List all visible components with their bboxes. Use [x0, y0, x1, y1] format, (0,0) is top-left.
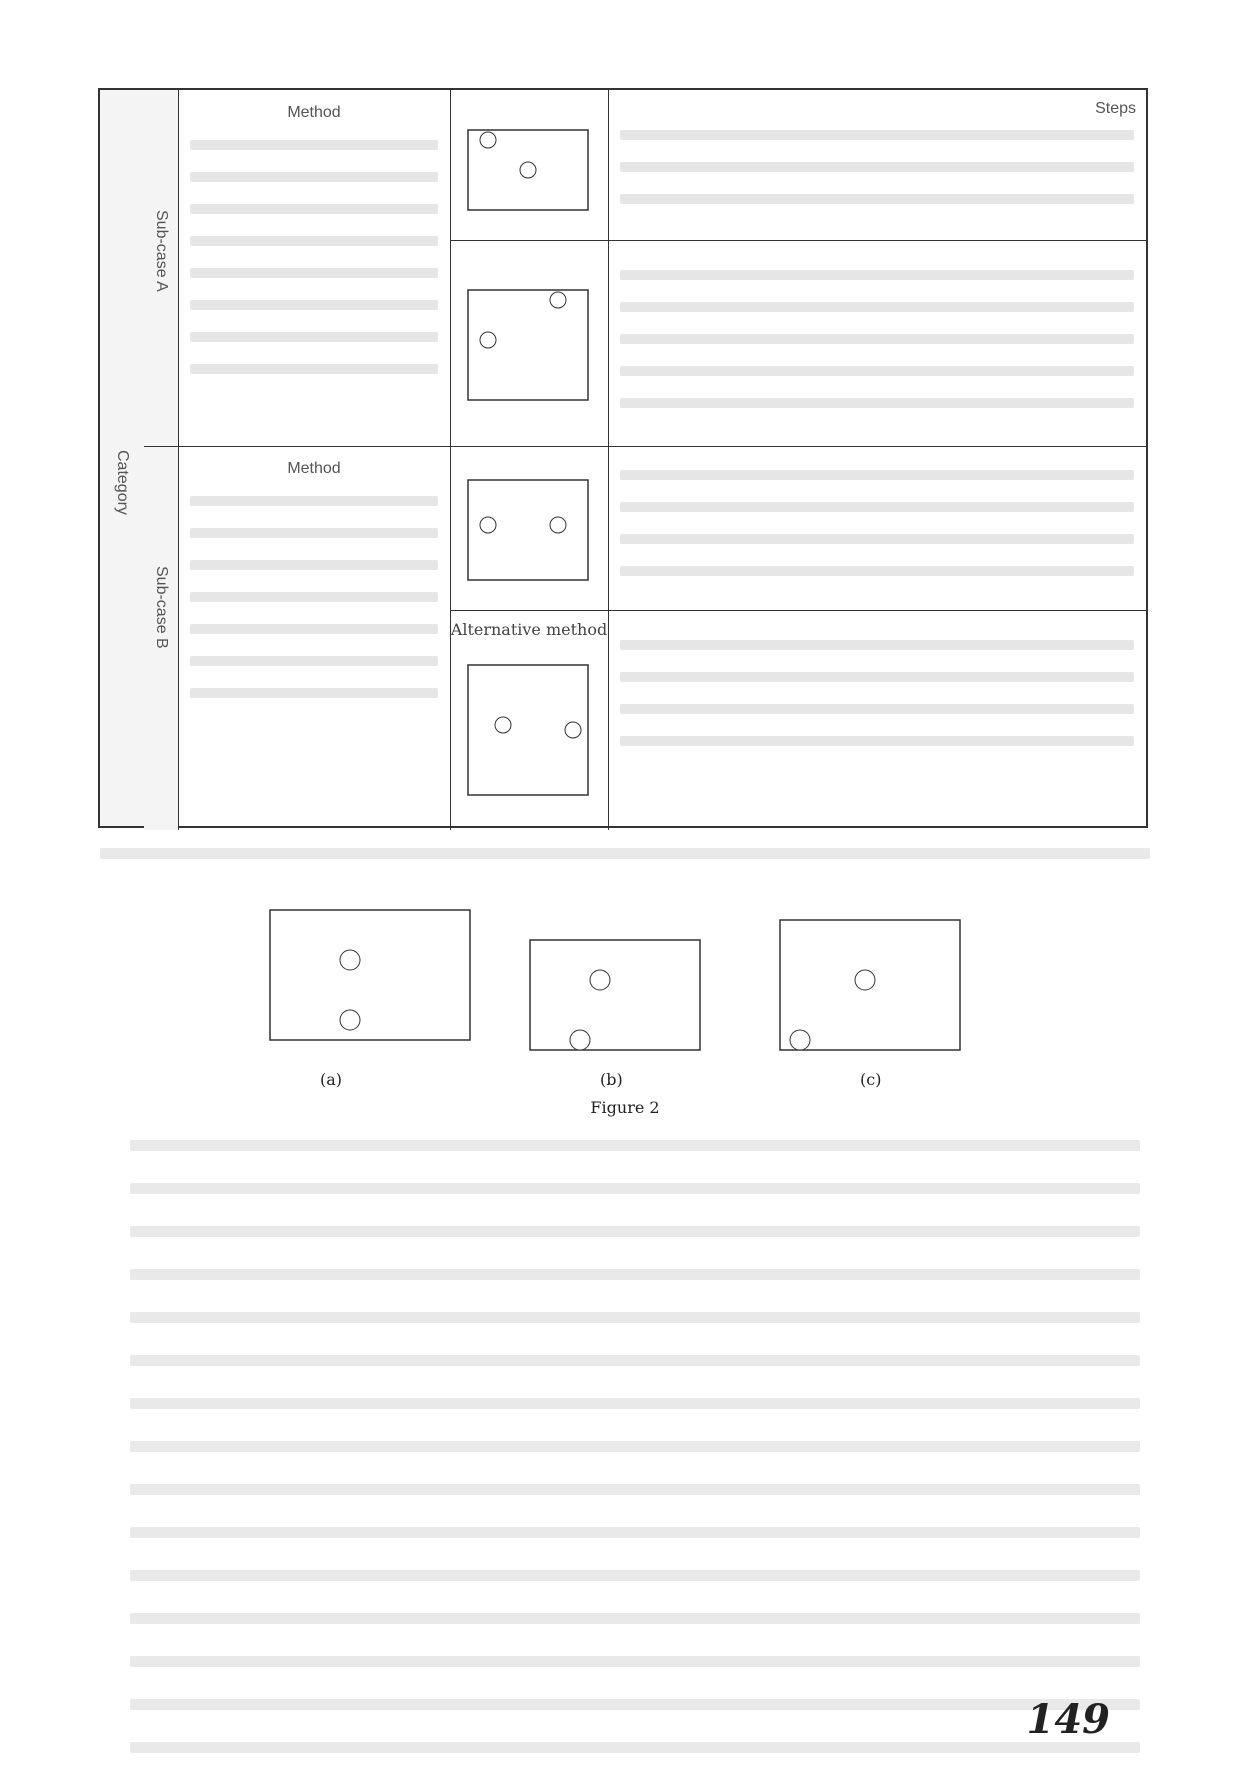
alt-method-label: Alternative method [450, 620, 608, 639]
steps-a-text [620, 130, 1134, 226]
idea-a-text [190, 140, 438, 396]
circuit-diagram-1 [458, 120, 600, 220]
diagram-column [450, 90, 609, 830]
panel-label-a: (a) [320, 1070, 343, 1089]
example-intro-text [100, 848, 1150, 891]
panel-label-c: (c) [860, 1070, 882, 1089]
subcase-b-label: Sub-case B [153, 566, 170, 649]
circuit-diagram-3 [458, 470, 600, 590]
steps-column [608, 90, 1146, 830]
idea-a-label: Method [287, 104, 341, 121]
steps-c-text [620, 470, 1134, 598]
steps-d-text [620, 640, 1134, 768]
figure-caption: Figure 2 [590, 1098, 660, 1117]
question-body-text [130, 1140, 1140, 1785]
circuit-diagram-4 [458, 655, 600, 805]
idea-b-text [190, 496, 438, 720]
steps-label: Steps [1095, 100, 1136, 117]
figure-2 [260, 890, 1020, 1110]
steps-b-text [620, 270, 1134, 430]
idea-b-label: Method [287, 460, 341, 477]
method-table [98, 88, 1148, 828]
category-column [100, 90, 145, 826]
idea-cell-a [178, 90, 451, 446]
category-label: Category [114, 450, 131, 515]
idea-cell-b [178, 446, 451, 830]
circuit-diagram-2 [458, 280, 600, 410]
subcase-a-cell [144, 90, 179, 446]
page-number: 149 [1026, 1696, 1110, 1743]
panel-label-b: (b) [600, 1070, 623, 1089]
subcase-a-label: Sub-case A [153, 210, 170, 292]
subcase-b-cell [144, 446, 179, 830]
figure-2-circuits [260, 890, 1020, 1090]
